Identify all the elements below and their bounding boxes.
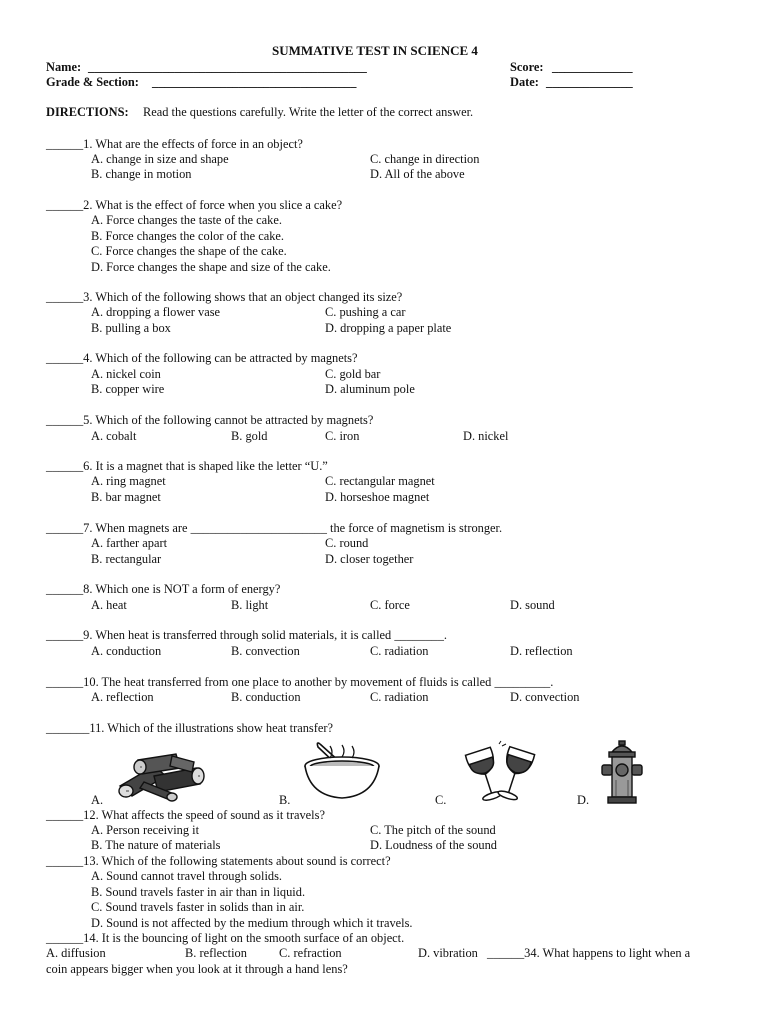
question-stem: ______2. What is the effect of force when you slice a cake? xyxy=(46,198,343,212)
choice[interactable]: D. Loudness of the sound xyxy=(370,838,497,852)
choice[interactable]: A. diffusion xyxy=(46,946,106,960)
question-stem-34: ______34. What happens to light when a xyxy=(487,946,691,960)
choice[interactable]: B. Force changes the color of the cake. xyxy=(91,229,285,243)
fire-hydrant-icon xyxy=(598,738,646,806)
choice[interactable]: C. change in direction xyxy=(370,152,480,166)
choice[interactable]: D. All of the above xyxy=(370,167,465,181)
choice[interactable]: C. gold bar xyxy=(325,367,381,381)
choice[interactable]: B. conduction xyxy=(231,690,301,704)
choice[interactable]: C. Sound travels faster in solids than in air. xyxy=(91,900,305,914)
question-stem: ______4. Which of the following can be attracted by magnets? xyxy=(46,351,358,365)
choice[interactable]: C. iron xyxy=(325,429,360,443)
question-stem: ______14. It is the bouncing of light on the smooth surface of an object. xyxy=(46,931,405,945)
score-field[interactable]: _____________ xyxy=(552,60,633,74)
choice[interactable]: A. Force changes the taste of the cake. xyxy=(91,213,282,227)
choice[interactable]: C. radiation xyxy=(370,644,429,658)
wine-glasses-icon xyxy=(455,740,547,806)
choice[interactable]: B. light xyxy=(231,598,269,612)
date-field[interactable]: ______________ xyxy=(546,75,633,89)
question-stem: ______5. Which of the following cannot be attracted by magnets? xyxy=(46,413,374,427)
question-stem-34-continued: coin appears bigger when you look at it through a hand lens? xyxy=(46,962,348,976)
choice[interactable]: C. refraction xyxy=(279,946,342,960)
choice[interactable]: D. Sound is not affected by the medium through which it travels. xyxy=(91,916,413,930)
choice[interactable]: B. change in motion xyxy=(91,167,192,181)
choice[interactable]: A. Person receiving it xyxy=(91,823,200,837)
directions-text: Read the questions carefully. Write the letter of the correct answer. xyxy=(143,105,474,119)
score-label: Score: xyxy=(510,60,544,74)
choice[interactable]: B. The nature of materials xyxy=(91,838,221,852)
question-stem: ______12. What affects the speed of sound as it travels? xyxy=(46,808,325,822)
choice[interactable]: B. convection xyxy=(231,644,300,658)
choice[interactable]: B. Sound travels faster in air than in liquid. xyxy=(91,885,306,899)
choice[interactable]: D. horseshoe magnet xyxy=(325,490,430,504)
choice[interactable]: D. vibration xyxy=(418,946,478,960)
choice[interactable]: A. ring magnet xyxy=(91,474,166,488)
choice[interactable]: A. Sound cannot travel through solids. xyxy=(91,869,283,883)
choice[interactable]: A. cobalt xyxy=(91,429,137,443)
question-stem: ______7. When magnets are ______________________ the force of magnetism is stronger. xyxy=(46,521,503,535)
choice[interactable]: C. force xyxy=(370,598,410,612)
choice[interactable]: C. xyxy=(435,793,447,807)
firewood-icon xyxy=(114,746,206,802)
name-field[interactable]: _____________________________________________ xyxy=(88,60,367,74)
choice[interactable]: C. rectangular magnet xyxy=(325,474,435,488)
directions-label: DIRECTIONS: xyxy=(46,105,129,119)
choice[interactable]: B. rectangular xyxy=(91,552,162,566)
question-stem: _______11. Which of the illustrations show heat transfer? xyxy=(46,721,333,735)
question-stem: ______3. Which of the following shows that an object changed its size? xyxy=(46,290,403,304)
choice[interactable]: B. reflection xyxy=(185,946,247,960)
choice[interactable]: D. Force changes the shape and size of the cake. xyxy=(91,260,331,274)
choice[interactable]: D. closer together xyxy=(325,552,414,566)
choice[interactable]: B. pulling a box xyxy=(91,321,171,335)
choice[interactable]: A. change in size and shape xyxy=(91,152,229,166)
soup-bowl-icon xyxy=(302,740,382,802)
choice[interactable]: D. nickel xyxy=(463,429,509,443)
choice[interactable]: B. xyxy=(279,793,291,807)
choice[interactable]: B. copper wire xyxy=(91,382,165,396)
question-stem: ______8. Which one is NOT a form of energy? xyxy=(46,582,281,596)
choice[interactable]: A. nickel coin xyxy=(91,367,161,381)
choice[interactable]: A. conduction xyxy=(91,644,162,658)
choice[interactable]: C. radiation xyxy=(370,690,429,704)
date-label: Date: xyxy=(510,75,539,89)
question-stem: ______1. What are the effects of force in an object? xyxy=(46,137,303,151)
choice[interactable]: A. reflection xyxy=(91,690,154,704)
page-title: SUMMATIVE TEST IN SCIENCE 4 xyxy=(272,43,478,58)
question-stem: ______13. Which of the following statements about sound is correct? xyxy=(46,854,391,868)
question-stem: ______6. It is a magnet that is shaped like the letter “U.” xyxy=(46,459,328,473)
choice[interactable]: D. aluminum pole xyxy=(325,382,415,396)
question-stem: ______9. When heat is transferred through solid materials, it is called ________. xyxy=(46,628,448,642)
choice[interactable]: A. xyxy=(91,793,104,807)
choice[interactable]: B. bar magnet xyxy=(91,490,161,504)
choice[interactable]: D. reflection xyxy=(510,644,573,658)
grade-section-label: Grade & Section: xyxy=(46,75,139,89)
question-stem: ______10. The heat transferred from one place to another by movement of fluids is called _________. xyxy=(46,675,554,689)
name-label: Name: xyxy=(46,60,82,74)
choice[interactable]: D. dropping a paper plate xyxy=(325,321,452,335)
choice[interactable]: A. farther apart xyxy=(91,536,168,550)
choice[interactable]: A. dropping a flower vase xyxy=(91,305,221,319)
choice[interactable]: C. pushing a car xyxy=(325,305,406,319)
choice[interactable]: C. The pitch of the sound xyxy=(370,823,496,837)
choice[interactable]: A. heat xyxy=(91,598,127,612)
choice[interactable]: B. gold xyxy=(231,429,268,443)
choice[interactable]: D. xyxy=(577,793,590,807)
choice[interactable]: C. Force changes the shape of the cake. xyxy=(91,244,287,258)
choice[interactable]: D. sound xyxy=(510,598,555,612)
grade-section-field[interactable]: _________________________________ xyxy=(152,75,357,89)
choice[interactable]: D. convection xyxy=(510,690,580,704)
choice[interactable]: C. round xyxy=(325,536,369,550)
